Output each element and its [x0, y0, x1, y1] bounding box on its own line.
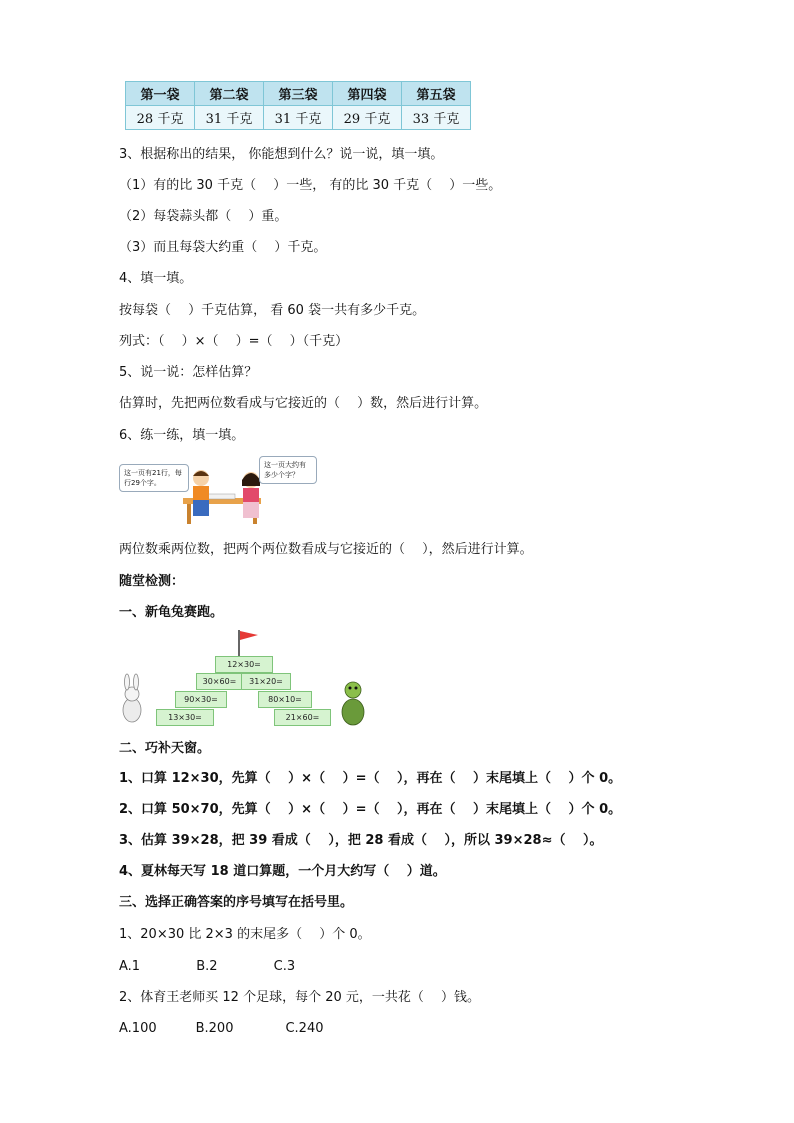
question-4-a: 按每袋（ ）千克估算， 看 60 袋一共有多少千克。 — [119, 303, 426, 318]
question-3: 3、根据称出的结果， 你能想到什么？说一说，填一填。 — [119, 147, 444, 162]
table-header-cell: 第二袋 — [195, 82, 264, 106]
question-5-a: 估算时，先把两位数看成与它接近的（ ）数，然后进行计算。 — [119, 396, 488, 411]
table-header-cell: 第一袋 — [126, 82, 195, 106]
rabbit-icon — [123, 698, 141, 722]
question-6-a: 两位数乘两位数，把两个两位数看成与它接近的（ ），然后进行计算。 — [119, 542, 533, 557]
section-1-title: 一、新龟兔赛跑。 — [119, 605, 224, 620]
section-2-item-1: 1、口算 12×30，先算（ ）×（ ）=（ ），再在（ ）末尾填上（ ）个 0。 — [119, 771, 622, 786]
turtle-icon — [342, 699, 364, 725]
section-2-item-2: 2、口算 50×70，先算（ ）×（ ）=（ ），再在（ ）末尾填上（ ）个 0。 — [119, 802, 622, 817]
race-brick: 31×20= — [241, 673, 291, 690]
section-3-title: 三、选择正确答案的序号填写在括号里。 — [119, 895, 354, 910]
section-3-item-1: 1、20×30 比 2×3 的末尾多（ ）个 0。 — [119, 927, 371, 942]
table-cell: 28 千克 — [126, 106, 195, 130]
speech-bubble-left: 这一页有21行，每行29个字。 — [119, 464, 189, 492]
section-2-item-4: 4、夏林每天写 18 道口算题，一个月大约写（ ）道。 — [119, 864, 446, 879]
question-3-1: （1）有的比 30 千克（ ）一些， 有的比 30 千克（ ）一些。 — [119, 178, 502, 193]
section-3-item-2: 2、体育王老师买 12 个足球，每个 20 元，一共花（ ）钱。 — [119, 990, 481, 1005]
section-2-item-3: 3、估算 39×28，把 39 看成（ ），把 28 看成（ ），所以 39×28≈（ ）。 — [119, 833, 603, 848]
question-3-2: （2）每袋蒜头都（ ）重。 — [119, 209, 288, 224]
question-4-b: 列式：（ ）×（ ）=（ ）（千克） — [119, 334, 349, 349]
table-cell: 33 千克 — [402, 106, 471, 130]
race-brick: 13×30= — [156, 709, 214, 726]
section-3-item-2-options: A.100 B.200 C.240 — [119, 1021, 324, 1036]
table-cell: 29 千克 — [333, 106, 402, 130]
race-brick: 12×30= — [215, 656, 273, 673]
table-header-cell: 第五袋 — [402, 82, 471, 106]
question-6: 6、练一练，填一填。 — [119, 428, 245, 443]
table-cell: 31 千克 — [195, 106, 264, 130]
speech-bubble-right: 这一页大约有多少个字？ — [259, 456, 317, 484]
race-pyramid — [118, 628, 378, 732]
question-3-3: （3）而且每袋大约重（ ）千克。 — [119, 240, 327, 255]
race-brick: 30×60= — [196, 673, 243, 690]
race-brick: 21×60= — [274, 709, 331, 726]
table-header-cell: 第四袋 — [333, 82, 402, 106]
question-5: 5、说一说：怎样估算？ — [119, 365, 258, 380]
children-illustration — [119, 456, 315, 526]
test-heading: 随堂检测： — [119, 574, 185, 589]
race-brick: 90×30= — [175, 691, 227, 708]
table-header-cell: 第三袋 — [264, 82, 333, 106]
race-brick: 80×10= — [258, 691, 312, 708]
table-cell: 31 千克 — [264, 106, 333, 130]
weight-table — [125, 81, 471, 130]
table-row — [126, 106, 471, 130]
section-3-item-1-options: A.1 B.2 C.3 — [119, 959, 296, 974]
question-4: 4、填一填。 — [119, 271, 193, 286]
flag-icon — [240, 631, 258, 640]
table-header-row — [126, 82, 471, 106]
section-2-title: 二、巧补天窗。 — [119, 741, 211, 756]
